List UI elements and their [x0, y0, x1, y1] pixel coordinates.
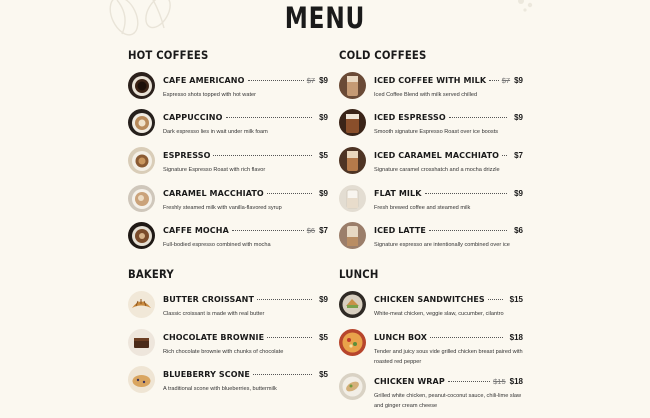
item-price: $9	[514, 76, 523, 85]
dot-leader	[429, 230, 507, 231]
old-price: $6	[306, 226, 316, 235]
section-title: HOT COFFEES	[128, 48, 209, 62]
dot-leader	[502, 155, 507, 156]
item-description: White-meat chicken, veggie slaw, cucumber, cilantro	[374, 311, 504, 317]
item-name: LUNCH BOX	[374, 333, 428, 342]
item-name: CAFFE MOCHA	[163, 226, 229, 235]
item-name: BLUEBERRY SCONE	[163, 370, 250, 379]
dot-leader	[267, 337, 312, 338]
americano-cup-image	[128, 72, 155, 99]
item-description: Signature espresso are intentionally combined over ice	[374, 242, 510, 248]
item-description: Freshly steamed milk with vanilla-flavored syrup	[163, 205, 282, 211]
section-hot-coffees	[128, 48, 328, 248]
item-price: $9	[514, 189, 523, 198]
item-price: $5	[319, 370, 328, 379]
old-price: $7	[306, 76, 316, 85]
item-price: $5	[319, 333, 328, 342]
item-description: Signature caramel crosshatch and a mocha drizzle	[374, 167, 500, 173]
item-description: Grilled white chicken, peanut-coconut sauce, chili-lime slaw and ginger cream cheese	[374, 393, 522, 409]
item-name: ICED CARAMEL MACCHIATO	[374, 151, 500, 160]
item-price: $9	[319, 189, 328, 198]
item-name: CHOCOLATE BROWNIE	[163, 333, 265, 342]
item-name: CHICKEN SANDWITCHES	[374, 295, 485, 304]
section-title: COLD COFFEES	[339, 48, 427, 62]
wrap-plate-image	[339, 373, 366, 400]
iced-espresso-glass-image	[339, 109, 366, 136]
brownie-image	[128, 329, 155, 356]
item-name: FLAT MILK	[374, 189, 422, 198]
item-price: $18	[509, 377, 523, 386]
item-description: Signature Espresso Roast with rich flavor	[163, 167, 266, 173]
item-price: $9	[319, 76, 328, 85]
dot-leader	[488, 299, 503, 300]
section-lunch	[339, 267, 523, 412]
item-description: Rich chocolate brownie with chunks of chocolate	[163, 349, 284, 355]
dot-leader	[253, 374, 312, 375]
dot-leader	[449, 117, 507, 118]
macchiato-cup-image	[128, 185, 155, 212]
item-name: BUTTER CROISSANT	[163, 295, 255, 304]
espresso-cup-image	[128, 147, 155, 174]
old-price: $15	[493, 377, 506, 386]
item-price: $7	[514, 151, 523, 160]
sandwich-plate-image	[339, 291, 366, 318]
dot-leader	[232, 230, 304, 231]
flat-milk-glass-image	[339, 185, 366, 212]
lunch-box-plate-image	[339, 329, 366, 356]
item-description: Espresso shots topped with hot water	[163, 92, 256, 98]
item-price: $9	[514, 113, 523, 122]
item-name: CARAMEL MACCHIATO	[163, 189, 264, 198]
dot-leader	[213, 155, 312, 156]
dot-leader	[448, 381, 490, 382]
dot-leader	[226, 117, 313, 118]
dot-leader	[489, 80, 499, 81]
item-price: $6	[514, 226, 523, 235]
dot-leader	[267, 193, 312, 194]
item-name: ESPRESSO	[163, 151, 211, 160]
item-description: Classic croissant is made with real butter	[163, 311, 265, 317]
item-description: Dark espresso lies in wait under milk foam	[163, 129, 268, 135]
item-name: ICED ESPRESSO	[374, 113, 446, 122]
item-description: Full-bodied espresso combined with mocha	[163, 242, 271, 248]
item-price: $9	[319, 113, 328, 122]
item-description: Smooth signature Espresso Roast over ice boosts	[374, 129, 499, 135]
iced-macchiato-glass-image	[339, 147, 366, 174]
dot-leader	[425, 193, 508, 194]
item-price: $5	[319, 151, 328, 160]
item-name: CAPPUCCINO	[163, 113, 223, 122]
section-title: BAKERY	[128, 267, 174, 281]
old-price: $7	[501, 76, 511, 85]
item-price: $15	[509, 295, 523, 304]
dot-leader	[430, 337, 503, 338]
scone-image	[128, 366, 155, 393]
item-price: $7	[319, 226, 328, 235]
section-bakery	[128, 267, 328, 407]
item-price: $9	[319, 295, 328, 304]
iced-latte-glass-image	[339, 222, 366, 249]
item-name: ICED COFFEE WITH MILK	[374, 76, 487, 85]
item-price: $18	[509, 333, 523, 342]
section-cold-coffees	[339, 48, 523, 248]
page-title: MENU	[284, 1, 366, 35]
item-description: Iced Coffee Blend with milk served chilled	[374, 92, 478, 98]
item-description: A traditional scone with blueberries, buttermilk	[163, 386, 277, 392]
item-name: CHICKEN WRAP	[374, 377, 445, 386]
dot-leader	[257, 299, 312, 300]
croissant-image	[128, 291, 155, 318]
section-title: LUNCH	[339, 267, 379, 281]
iced-coffee-glass-image	[339, 72, 366, 99]
dot-leader	[248, 80, 304, 81]
item-description: Fresh brewed coffee and steamed milk	[374, 205, 471, 211]
item-name: ICED LATTE	[374, 226, 426, 235]
cappuccino-cup-image	[128, 109, 155, 136]
item-description: Tender and juicy sous vide grilled chicken breast paired with roasted red pepper	[374, 349, 523, 365]
mocha-cup-image	[128, 222, 155, 249]
item-name: CAFE AMERICANO	[163, 76, 245, 85]
